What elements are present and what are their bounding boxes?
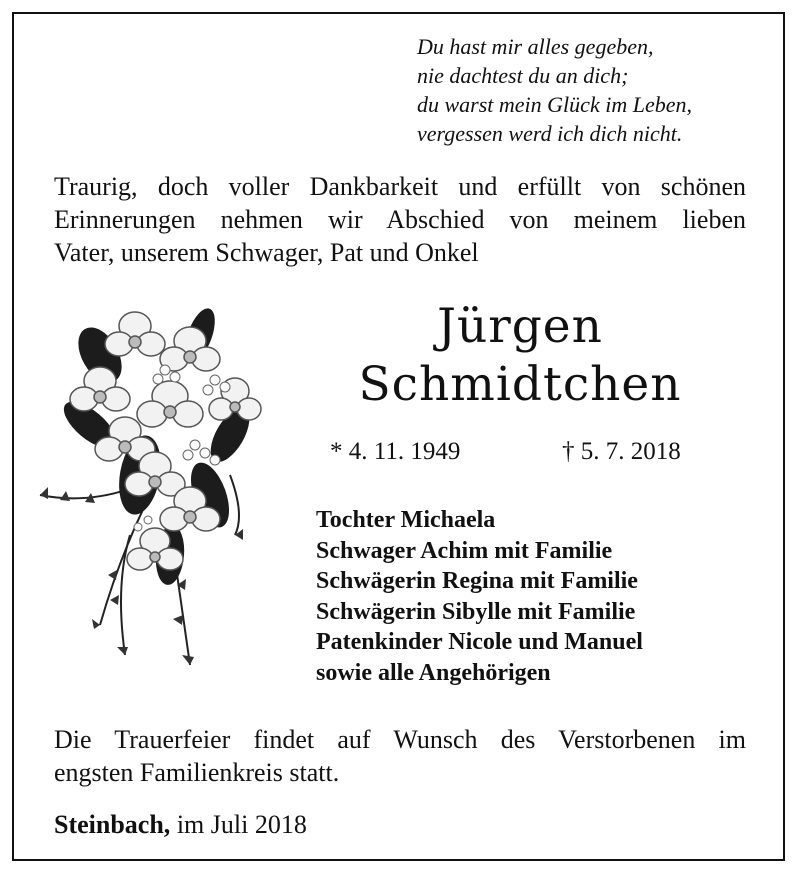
intro-line: Erinnerungen nehmen wir Abschied von meinem lieben bbox=[54, 205, 746, 234]
place-and-date bbox=[54, 808, 307, 841]
poem-line: nie dachtest du an dich; bbox=[417, 63, 629, 88]
mourners-list bbox=[316, 505, 756, 688]
intro-line: Traurig, doch voller Dankbarkeit und erfüllt von schönen bbox=[54, 172, 746, 201]
last-name: Schmidtchen bbox=[358, 357, 682, 412]
intro-text bbox=[54, 170, 746, 269]
closing-line: engsten Familienkreis statt. bbox=[54, 758, 340, 787]
intro-line: Vater, unserem Schwager, Pat und Onkel bbox=[54, 238, 479, 267]
poem bbox=[417, 32, 777, 148]
orchid-bouquet-icon bbox=[30, 295, 270, 685]
mourner: Schwägerin Sibylle mit Familie bbox=[316, 598, 636, 625]
poem-line: vergessen werd ich dich nicht. bbox=[417, 121, 683, 146]
mourner: Schwägerin Regina mit Familie bbox=[316, 568, 638, 594]
mourner: Patenkinder Nicole und Manuel bbox=[316, 629, 643, 655]
poem-line: Du hast mir alles gegeben, bbox=[417, 34, 654, 59]
mourner: Tochter Michaela bbox=[316, 507, 496, 533]
first-name: Jürgen bbox=[437, 299, 603, 354]
closing-line: Die Trauerfeier findet auf Wunsch des Verstorbenen im bbox=[54, 725, 746, 754]
birth-date: * 4. 11. 1949 bbox=[330, 438, 461, 465]
death-date: † 5. 7. 2018 bbox=[562, 438, 681, 465]
poem-line: du warst mein Glück im Leben, bbox=[417, 92, 692, 117]
notice-date: im Juli 2018 bbox=[176, 810, 307, 839]
closing-text bbox=[54, 723, 746, 789]
mourner: Schwager Achim mit Familie bbox=[316, 537, 613, 564]
mourner: sowie alle Angehörigen bbox=[316, 659, 551, 686]
deceased-name bbox=[300, 298, 740, 414]
town: Steinbach, bbox=[54, 810, 171, 839]
